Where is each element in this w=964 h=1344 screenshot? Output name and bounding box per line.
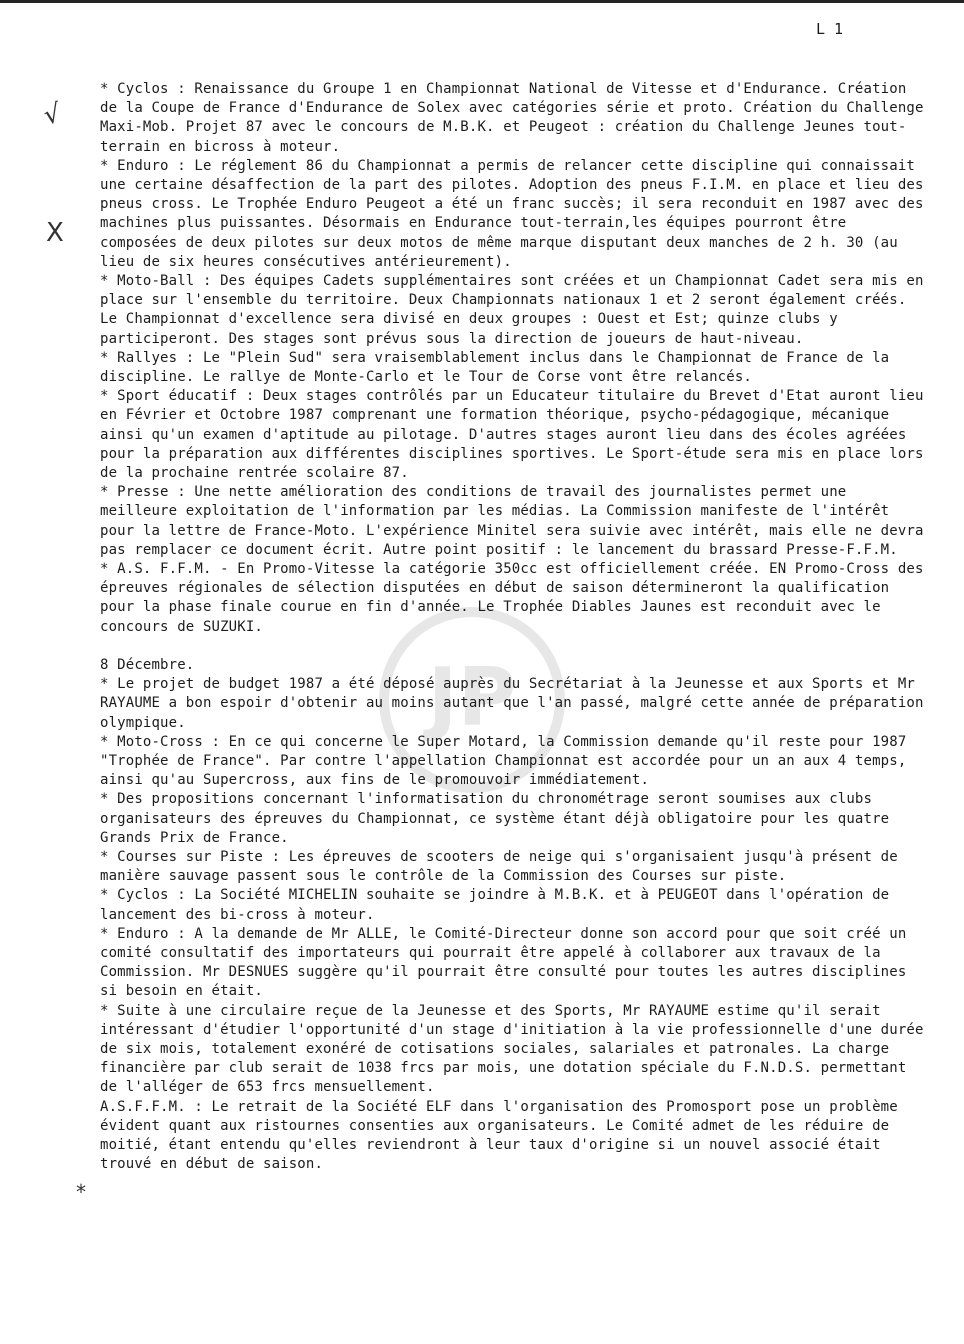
paragraph: * Moto-Cross : En ce qui concerne le Super Motard, la Commission demande qu'il reste pour 1987 "Trophée de France". Par contre l'appellation Championnat est accordée pour un an aux 4 temps, ainsi qu'au Supercross, aux fins de le promouvoir immédiatement.	[100, 733, 907, 789]
paragraph: * A.S. F.F.M. - En Promo-Vitesse la catégorie 350cc est officiellement créée. EN Promo-Cross des épreuves régionales de sélection disputées en début de saison détermineront la qualification pour la phase finale courue en fin d'année. Le Trophée Diables Jaunes est reconduit avec le concours de SUZUKI.	[100, 561, 924, 635]
paragraph: * Rallyes : Le "Plein Sud" sera vraisemblablement inclus dans le Championnat de France de la discipline. Le rallye de Monte-Carlo et le Tour de Corse vont être relancés.	[100, 349, 890, 386]
paragraph: * Enduro : A la demande de Mr ALLE, le Comité-Directeur donne son accord pour que soit créé un comité consultatif des importateurs qui pourrait être appelé à collaborer aux travaux de la Commission. Mr DESNUES suggère qu'il pourrait être consulté pour toutes les autres disciplines si besoin en était.	[100, 925, 907, 1000]
svg-text:JP: JP	[427, 651, 517, 744]
paragraph: * Le projet de budget 1987 a été déposé auprès du Secrétariat à la Jeunesse et aux Sports et Mr RAYAUME a bon espoir d'obtenir au moins autant que l'an passé, malgré cette année de préparation olympique.	[100, 676, 924, 731]
page-number: L 1	[816, 20, 844, 38]
paragraph: * Courses sur Piste : Les épreuves de scooters de neige qui s'organisaient jusqu'à présent de manière sauvage passent sous le contrôle de la Commission des Courses sur piste.	[100, 848, 898, 885]
star-mark: *	[76, 1180, 86, 1204]
paragraph: * Presse : Une nette amélioration des conditions de travail des journalistes permet une meilleure exploitation de l'information par les médias. La Commission manifeste de l'intérêt pour la lettre de France-Moto. L'expérience Minitel sera suivie avec intérêt, mais elle ne devra pas remplacer ce document écrit. Autre point positif : le lancement du brassard Presse-F.F.M.	[100, 484, 924, 558]
paragraph: * Cyclos : La Société MICHELIN souhaite se joindre à M.B.K. et à PEUGEOT dans l'opération de lancement des bi-cross à moteur.	[100, 887, 890, 923]
paragraph: A.S.F.F.M. : Le retrait de la Société ELF dans l'organisation des Promosport pose un problème évident quant aux ristournes consenties aux organisateurs. Le Comité admet de les réduire de moitié, étant entendu qu'elles reviendront à leur taux d'origine si un nouvel associé était trouvé en début de saison.	[100, 1098, 898, 1173]
paragraph: * Suite à une circulaire reçue de la Jeunesse et des Sports, Mr RAYAUME estime qu'il serait intéressant d'étudier l'opportunité d'un stage d'initiation à la vie professionnelle d'une durée de six mois, totalement exonéré de cotisations sociales, salariales et patronales. La charge financière par club serait de 1038 frcs par mois, une dotation spéciale du F.N.D.S. permettant de l'alléger de 653 frcs mensuellement.	[100, 1002, 924, 1096]
document-body	[100, 80, 930, 1174]
cross-mark: X	[46, 218, 64, 248]
date-heading: 8 Décembre.	[100, 656, 195, 673]
paragraph: * Enduro : Le réglement 86 du Championnat a permis de relancer cette discipline qui connaissait une certaine désaffection de la part des pilotes. Adoption des pneus F.I.M. en place et lieu des pneus cross. Le Trophée Enduro Peugeot a été un franc succès; il sera reconduit en 1987 avec des machines plus puissantes. Désormais en Endurance tout-terrain,les équipes pourront être composées de deux pilotes sur deux motos de même marque disputant deux manches de 2 h. 30 (au lieu de six heures consécutives antérieurement).	[100, 157, 924, 270]
check-mark: √	[41, 98, 64, 132]
top-border-line	[0, 0, 964, 3]
paragraph: * Moto-Ball : Des équipes Cadets supplémentaires sont créées et un Championnat Cadet sera mis en place sur l'ensemble du territoire. Deux Championnats nationaux 1 et 2 seront également créés. Le Championnat d'excellence sera divisé en deux groupes : Ouest et Est; quinze clubs y participeront. Des stages sont prévus sous la direction de joueurs de haut-niveau.	[100, 273, 924, 347]
paragraph: * Cyclos : Renaissance du Groupe 1 en Championnat National de Vitesse et d'Endurance. Création de la Coupe de France d'Endurance de Solex avec catégories série et proto. Création du Challenge Maxi-Mob. Projet 87 avec le concours de M.B.K. et Peugeot : création du Challenge Jeunes tout-terrain en bicross à moteur.	[100, 81, 924, 155]
paragraph: * Sport éducatif : Deux stages contrôlés par un Educateur titulaire du Brevet d'Etat auront lieu en Février et Octobre 1987 comprenant une formation théorique, psycho-pédagogique, mécanique ainsi qu'un examen d'aptitude au pilotage. D'autres stages auront lieu dans des écoles agréées pour la préparation aux différentes disciplines sportives. Le Sport-étude sera mis en place lors de la prochaine rentrée scolaire 87.	[100, 388, 924, 482]
paragraph: * Des propositions concernant l'informatisation du chronométrage seront soumises aux clubs organisateurs des épreuves du Championnat, ce système étant déjà obligatoire pour les quatre Grands Prix de France.	[100, 791, 890, 846]
